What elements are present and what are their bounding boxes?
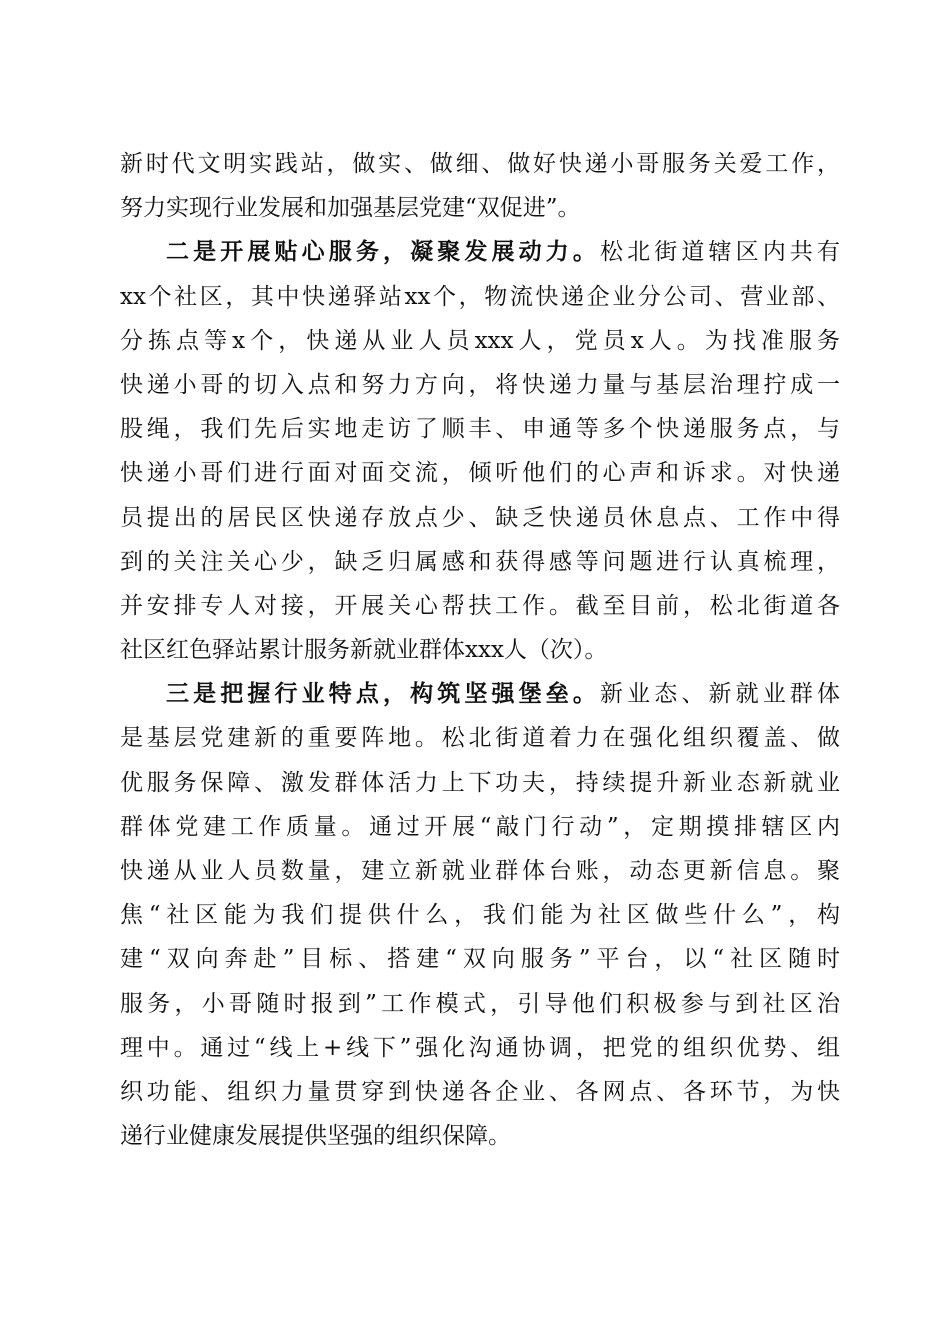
text-line: 并安排专人对接，开展关心帮扶工作。截至目前，松北街道各 [120,592,840,619]
text-line: 快递从业人员数量，建立新就业群体台账，动态更新信息。聚 [120,858,840,884]
text-line: 快递小哥们进行面对面交流，倾听他们的心声和诉求。对快递 [120,460,840,487]
text-line: 到的关注关心少，缺乏归属感和获得感等问题进行认真梳理， [120,548,840,575]
text-line [120,672,840,716]
text-line: xx个社区，其中快递驿站xx个，物流快递企业分公司、营业部、 [120,283,840,310]
text-line: 建“双向奔赴”目标、搭建“双向服务”平台，以“社区随时 [120,946,840,973]
text-line: 新时代文明实践站，做实、做细、做好快递小哥服务关爱工作， [120,151,840,177]
text-line [120,230,840,274]
paragraph-continuation [120,142,840,230]
text-line: 努力实现行业发展和加强基层党建“双促进”。 [120,195,581,222]
paragraph-industry [120,672,840,1158]
text-line: 理中。通过“线上+线下”强化沟通协调，把党的组织优势、组 [120,1034,840,1061]
heading-line-rest: 新业态、新就业群体 [600,681,840,708]
text-line: 服务，小哥随时报到”工作模式，引导他们积极参与到社区治 [120,990,840,1017]
text-line: 焦“社区能为我们提供什么，我们能为社区做些什么”，构 [120,902,840,929]
text-line: 员提出的居民区快递存放点少、缺乏快递员休息点、工作中得 [120,504,840,531]
text-line: 股绳，我们先后实地走访了顺丰、申通等多个快递服务点，与 [120,416,840,443]
text-line: 社区红色驿站累计服务新就业群体xxx人（次）。 [120,637,608,664]
heading-line-rest: 松北街道辖区内共有 [600,239,840,266]
text-line: 分拣点等x个，快递从业人员xxx人，党员x人。为找准服务 [120,327,840,354]
text-line: 优服务保障、激发群体活力上下功夫，持续提升新业态新就业 [120,769,840,796]
paragraph-service [120,230,840,672]
text-line: 织功能、组织力量贯穿到快递各企业、各网点、各环节，为快 [120,1078,840,1105]
paragraph-heading: 三是把握行业特点，构筑坚强堡垒。 [166,680,600,708]
text-line: 快递小哥的切入点和努力方向，将快递力量与基层治理拧成一 [120,371,840,398]
paragraph-heading: 二是开展贴心服务，凝聚发展动力。 [166,238,600,266]
text-line: 递行业健康发展提供坚强的组织保障。 [120,1123,511,1150]
text-line: 是基层党建新的重要阵地。松北街道着力在强化组织覆盖、做 [120,725,840,752]
text-line: 群体党建工作质量。通过开展“敲门行动”，定期摸排辖区内 [120,813,840,840]
document-body [120,142,840,1158]
